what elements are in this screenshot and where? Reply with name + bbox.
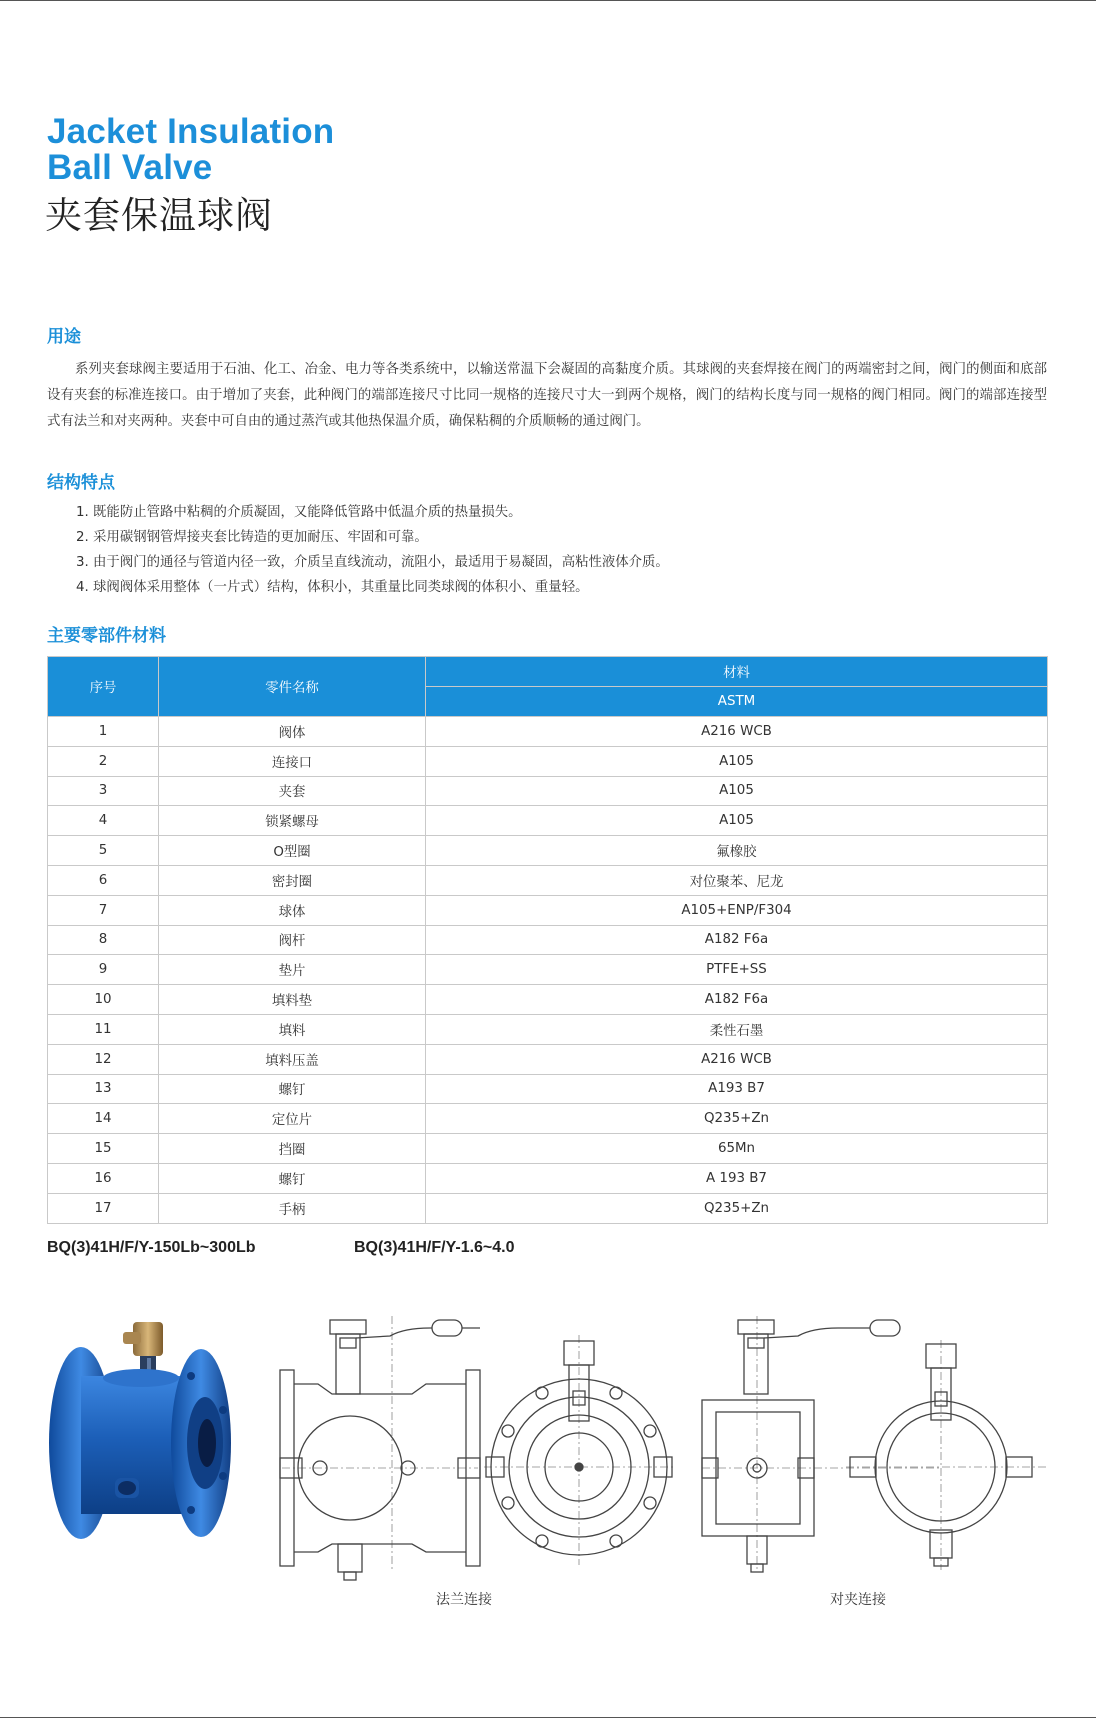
table-row — [48, 1163, 1048, 1193]
feature-item: 1. 既能防止管路中粘稠的介质凝固，又能降低管路中低温介质的热量损失。 — [76, 505, 522, 520]
cell-part-name: O型圈 — [159, 836, 426, 866]
cell-no: 12 — [48, 1044, 159, 1074]
flange-section-drawing — [280, 1308, 480, 1578]
cell-part-name: 定位片 — [159, 1104, 426, 1134]
cell-part-name: 阀杆 — [159, 925, 426, 955]
cell-material: A105 — [426, 776, 1048, 806]
cell-no: 14 — [48, 1104, 159, 1134]
cell-part-name: 阀体 — [159, 717, 426, 747]
table-row — [48, 746, 1048, 776]
cell-part-name: 填料垫 — [159, 985, 426, 1015]
table-row — [48, 1074, 1048, 1104]
table-row — [48, 985, 1048, 1015]
cell-part-name: 球体 — [159, 895, 426, 925]
title-en — [47, 114, 334, 186]
table-row — [48, 865, 1048, 895]
table-row — [48, 836, 1048, 866]
cell-no: 17 — [48, 1193, 159, 1223]
col-header-no: 序号 — [48, 657, 159, 717]
cell-material: A105 — [426, 746, 1048, 776]
table-row — [48, 1134, 1048, 1164]
cell-part-name: 连接口 — [159, 746, 426, 776]
col-header-standard: ASTM — [426, 687, 1048, 717]
table-row — [48, 925, 1048, 955]
cell-material: A105 — [426, 806, 1048, 836]
model-label-2: BQ(3)41H/F/Y-1.6~4.0 — [354, 1239, 515, 1256]
cell-part-name: 垫片 — [159, 955, 426, 985]
cell-material: A 193 B7 — [426, 1163, 1048, 1193]
table-row — [48, 1193, 1048, 1223]
col-header-name: 零件名称 — [159, 657, 426, 717]
cell-part-name: 锁紧螺母 — [159, 806, 426, 836]
title-en-line2: Ball Valve — [47, 148, 213, 187]
cell-no: 2 — [48, 746, 159, 776]
caption-flange: 法兰连接 — [436, 1592, 492, 1608]
table-row — [48, 1014, 1048, 1044]
cell-no: 6 — [48, 865, 159, 895]
table-row — [48, 1104, 1048, 1134]
cell-part-name: 填料 — [159, 1014, 426, 1044]
features-heading: 结构特点 — [47, 473, 115, 493]
cell-no: 4 — [48, 806, 159, 836]
cell-no: 13 — [48, 1074, 159, 1104]
table-row — [48, 717, 1048, 747]
table-row — [48, 895, 1048, 925]
cell-part-name: 密封圈 — [159, 865, 426, 895]
cell-no: 10 — [48, 985, 159, 1015]
materials-table-body — [48, 717, 1048, 1224]
cell-material: A182 F6a — [426, 925, 1048, 955]
cell-no: 11 — [48, 1014, 159, 1044]
cell-no: 1 — [48, 717, 159, 747]
cell-material: Q235+Zn — [426, 1104, 1048, 1134]
cell-part-name: 夹套 — [159, 776, 426, 806]
cell-material: A193 B7 — [426, 1074, 1048, 1104]
cell-material: A216 WCB — [426, 717, 1048, 747]
table-row — [48, 955, 1048, 985]
cell-no: 5 — [48, 836, 159, 866]
cell-part-name: 填料压盖 — [159, 1044, 426, 1074]
cell-no: 9 — [48, 955, 159, 985]
feature-item: 2. 采用碳钢钢管焊接夹套比铸造的更加耐压、牢固和可靠。 — [76, 530, 428, 545]
caption-wafer: 对夹连接 — [830, 1592, 886, 1608]
materials-heading: 主要零部件材料 — [47, 626, 166, 646]
table-row — [48, 1044, 1048, 1074]
cell-material: 65Mn — [426, 1134, 1048, 1164]
wafer-front-drawing — [846, 1340, 1046, 1570]
cell-material: A182 F6a — [426, 985, 1048, 1015]
cell-part-name: 螺钉 — [159, 1163, 426, 1193]
cell-material: Q235+Zn — [426, 1193, 1048, 1223]
title-cn: 夹套保温球阀 — [45, 194, 273, 237]
cell-material: A105+ENP/F304 — [426, 895, 1048, 925]
valve-photo — [45, 1318, 245, 1568]
top-rule — [0, 0, 1096, 1]
cell-material: A216 WCB — [426, 1044, 1048, 1074]
feature-item: 3. 由于阀门的通径与管道内径一致，介质呈直线流动，流阻小，最适用于易凝固，高粘性液体介质。 — [76, 555, 669, 570]
cell-no: 16 — [48, 1163, 159, 1193]
table-row — [48, 806, 1048, 836]
cell-no: 15 — [48, 1134, 159, 1164]
features-list — [76, 500, 669, 600]
flange-front-drawing — [484, 1335, 674, 1565]
cell-part-name: 手柄 — [159, 1193, 426, 1223]
col-header-material: 材料 — [426, 657, 1048, 687]
title-en-line1: Jacket Insulation — [47, 112, 335, 151]
cell-no: 3 — [48, 776, 159, 806]
table-row — [48, 776, 1048, 806]
usage-text: 系列夹套球阀主要适用于石油、化工、冶金、电力等各类系统中，以输送常温下会凝固的高黏度介质。其球阀的夹套焊接在阀门的两端密封之间，阀门的侧面和底部设有夹套的标准连接口。由于增加了夹套，此种阀门的端部连接尺寸比同一规格的连接尺寸大一到两个规格，阀门的结构长度与同一规格的阀门相同。阀门的端部连接型式有法兰和对夹两种。夹套中可自由的通过蒸汽或其他热保温介质，确保粘稠的介质顺畅的通过阀门。 — [47, 362, 1047, 429]
cell-part-name: 螺钉 — [159, 1074, 426, 1104]
cell-material: 柔性石墨 — [426, 1014, 1048, 1044]
usage-heading: 用途 — [47, 327, 81, 347]
model-label-1: BQ(3)41H/F/Y-150Lb~300Lb — [47, 1239, 256, 1256]
cell-no: 7 — [48, 895, 159, 925]
cell-material: 对位聚苯、尼龙 — [426, 865, 1048, 895]
materials-table — [47, 656, 1048, 1224]
cell-part-name: 挡圈 — [159, 1134, 426, 1164]
cell-material: PTFE+SS — [426, 955, 1048, 985]
feature-item: 4. 球阀阀体采用整体（一片式）结构，体积小，其重量比同类球阀的体积小、重量轻。 — [76, 580, 589, 595]
cell-material: 氟橡胶 — [426, 836, 1048, 866]
cell-no: 8 — [48, 925, 159, 955]
